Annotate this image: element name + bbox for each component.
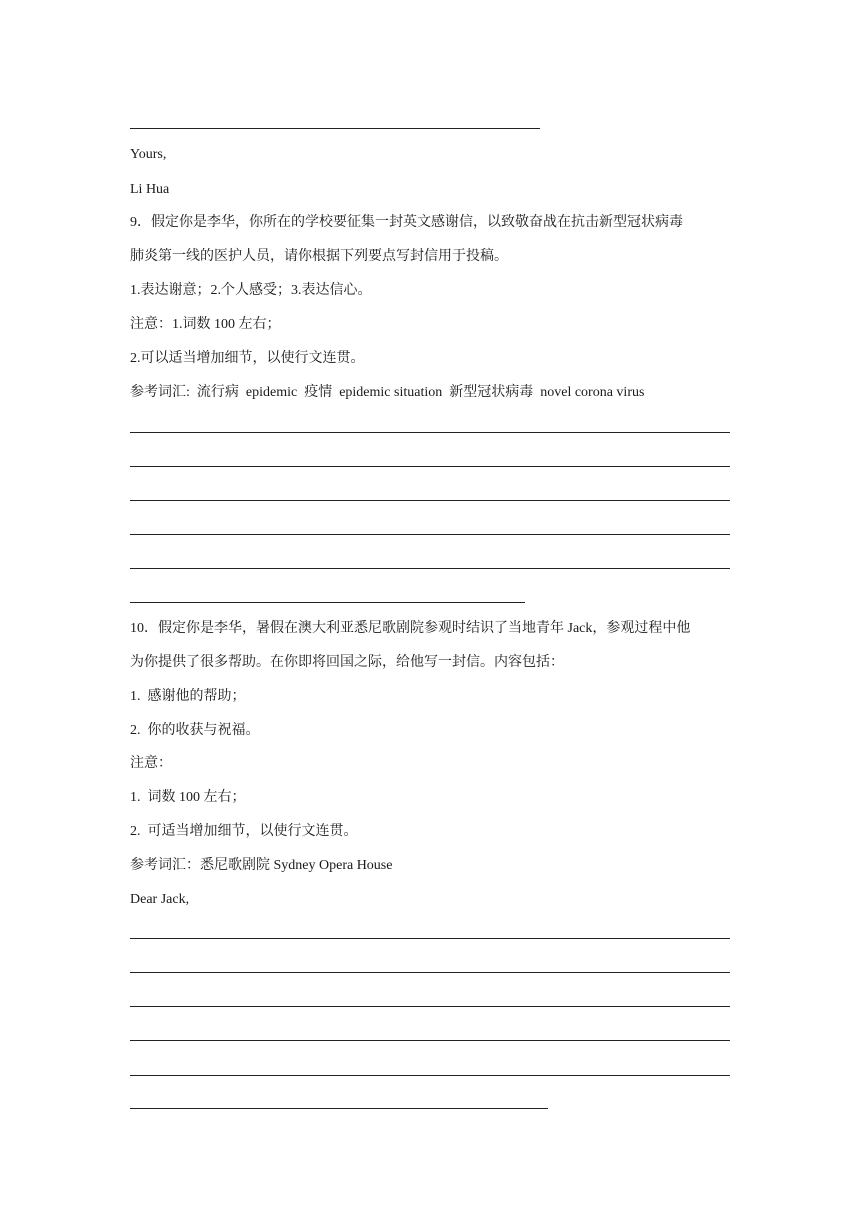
closing-text: Yours, [130,147,167,162]
writing-line [130,432,730,433]
q10-prompt-line1: 10．假定你是李华，暑假在澳大利亚悉尼歌剧院参观时结识了当地青年 Jack，参观过程中他 [130,621,691,636]
q10-prompt-line2: 为你提供了很多帮助。在你即将回国之际，给他写一封信。内容包括： [130,655,564,670]
q9-vocab: 参考词汇: 流行病 epidemic 疫情 epidemic situation 新型冠状病毒 novel corona virus [130,385,645,400]
writing-line [130,602,525,603]
q10-item2: 2. 你的收获与祝福。 [130,723,260,738]
writing-line [130,466,730,467]
q10-greeting: Dear Jack, [130,892,190,907]
q9-prompt-line1: 9．假定你是李华，你所在的学校要征集一封英文感谢信，以致敬奋战在抗击新型冠状病毒 [130,215,683,230]
q10-note-label: 注意： [130,756,172,771]
writing-line [130,128,540,129]
q9-note1: 注意：1.词数 100 左右； [130,317,281,332]
writing-line [130,972,730,973]
q9-points: 1.表达谢意；2.个人感受；3.表达信心。 [130,283,372,298]
writing-line [130,1075,730,1076]
signature-text: Li Hua [130,182,170,197]
writing-line [130,568,730,569]
writing-line [130,1108,548,1109]
writing-line [130,1040,730,1041]
q10-item1: 1. 感谢他的帮助； [130,689,246,704]
writing-line [130,938,730,939]
q10-note1: 1. 词数 100 左右； [130,790,246,805]
q9-note2: 2.可以适当增加细节，以使行文连贯。 [130,351,365,366]
q9-prompt-line2: 肺炎第一线的医护人员，请你根据下列要点写封信用于投稿。 [130,249,508,264]
writing-line [130,534,730,535]
q10-vocab: 参考词汇：悉尼歌剧院 Sydney Opera House [130,858,393,873]
writing-line [130,500,730,501]
writing-line [130,1006,730,1007]
q10-note2: 2. 可适当增加细节，以使行文连贯。 [130,824,358,839]
